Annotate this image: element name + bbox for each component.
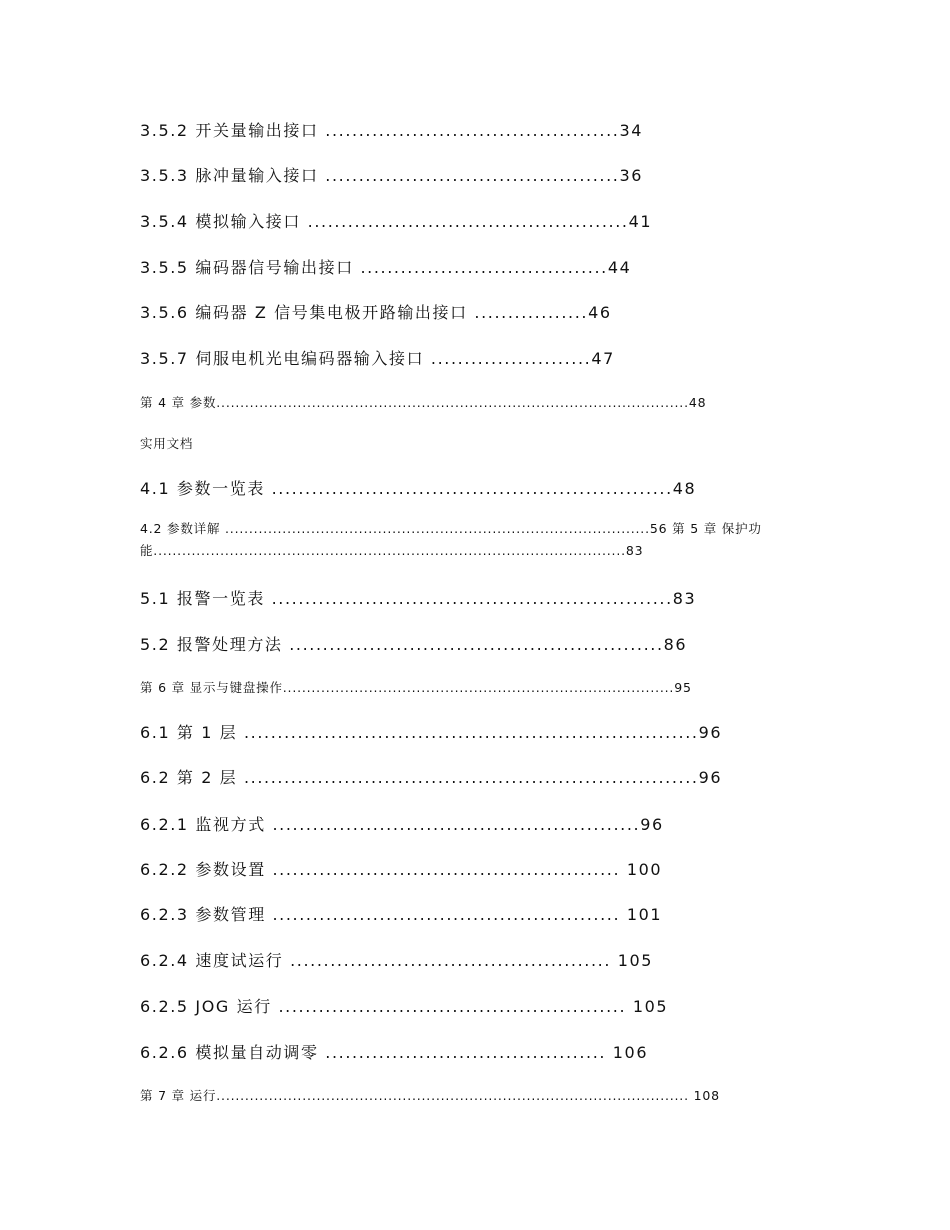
toc-entry-6-2-1[interactable]: 6.2.1 监视方式 .......................................................96	[140, 815, 664, 834]
toc-entry-5-2[interactable]: 5.2 报警处理方法 ........................................................86	[140, 635, 688, 654]
toc-entry-6-2-5[interactable]: 6.2.5 JOG 运行 .................................................... 105	[140, 997, 669, 1016]
toc-entry-3-5-3[interactable]: 3.5.3 脉冲量输入接口 ............................................36	[140, 166, 644, 185]
toc-entry-3-5-5[interactable]: 3.5.5 编码器信号输出接口 .....................................44	[140, 258, 632, 277]
toc-entry-3-5-4[interactable]: 3.5.4 模拟输入接口 ................................................41	[140, 212, 653, 231]
toc-entry-4-1[interactable]: 4.1 参数一览表 ............................................................48	[140, 479, 697, 498]
toc-entry-4-2-and-chapter-5[interactable]: 4.2 参数详解 .........................................................................................56 第 5 章 保护功能...................................................................................................83	[140, 521, 762, 558]
toc-entry-3-5-7[interactable]: 3.5.7 伺服电机光电编码器输入接口 ........................47	[140, 349, 615, 368]
toc-entry-3-5-2[interactable]: 3.5.2 开关量输出接口 ............................................34	[140, 121, 644, 140]
toc-entry-chapter-4[interactable]: 第 4 章 参数...................................................................................................48	[140, 395, 707, 410]
toc-entry-chapter-7[interactable]: 第 7 章 运行................................................................................................... 108	[140, 1088, 720, 1103]
toc-entry-6-2-3[interactable]: 6.2.3 参数管理 .................................................... 101	[140, 905, 663, 924]
toc-entry-5-1[interactable]: 5.1 报警一览表 ............................................................83	[140, 589, 697, 608]
toc-entry-3-5-6[interactable]: 3.5.6 编码器 Z 信号集电极开路输出接口 .................46	[140, 303, 612, 322]
document-label: 实用文档	[140, 436, 194, 451]
toc-entry-chapter-6[interactable]: 第 6 章 显示与键盘操作..................................................................................95	[140, 680, 692, 695]
toc-entry-6-2-4[interactable]: 6.2.4 速度试运行 ................................................ 105	[140, 951, 654, 970]
toc-entry-6-2-6[interactable]: 6.2.6 模拟量自动调零 .......................................... 106	[140, 1043, 649, 1062]
toc-entry-6-1[interactable]: 6.1 第 1 层 ....................................................................96	[140, 723, 723, 742]
toc-entry-6-2-2[interactable]: 6.2.2 参数设置 .................................................... 100	[140, 860, 663, 879]
toc-entry-6-2[interactable]: 6.2 第 2 层 ....................................................................96	[140, 768, 723, 787]
